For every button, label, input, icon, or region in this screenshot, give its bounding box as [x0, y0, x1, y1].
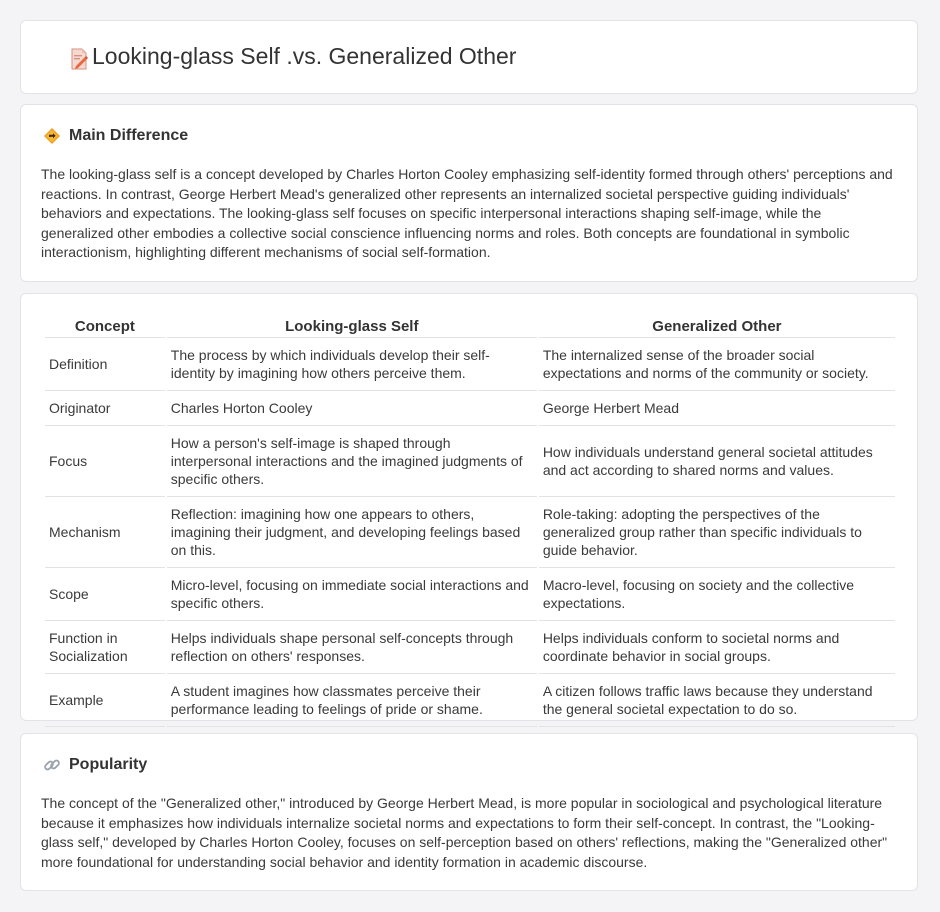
header-generalized-other: Generalized Other: [539, 314, 895, 338]
table-row: [45, 426, 895, 497]
popularity-heading: Popularity: [69, 756, 148, 773]
generalized-other-cell: How individuals understand general societal attitudes and act according to shared norms and values.: [539, 426, 895, 497]
comparison-table: [43, 314, 897, 727]
table-row: [45, 497, 895, 568]
looking-glass-cell: A student imagines how classmates perceive their performance leading to feelings of pride or shame.: [167, 674, 537, 727]
table-row: [45, 338, 895, 391]
generalized-other-cell: Role-taking: adopting the perspectives of the generalized group rather than specific individuals to guide behavior.: [539, 497, 895, 568]
row-label: Mechanism: [45, 497, 165, 568]
table-row: [45, 568, 895, 621]
looking-glass-cell: Micro-level, focusing on immediate social interactions and specific others.: [167, 568, 537, 621]
link-icon: [43, 756, 61, 774]
looking-glass-cell: Helps individuals shape personal self-concepts through reflection on others' responses.: [167, 621, 537, 674]
table-row: [45, 391, 895, 426]
looking-glass-cell: How a person's self-image is shaped through interpersonal interactions and the imagined judgments of specific others.: [167, 426, 537, 497]
popularity-card: [20, 733, 918, 891]
document-pencil-icon: [67, 47, 91, 71]
main-difference-card: [20, 104, 918, 282]
header-looking-glass-self: Looking-glass Self: [167, 314, 537, 338]
generalized-other-cell: George Herbert Mead: [539, 391, 895, 426]
generalized-other-cell: The internalized sense of the broader social expectations and norms of the community or society.: [539, 338, 895, 391]
table-row: [45, 621, 895, 674]
table-header-row: [45, 314, 895, 338]
title-card: [20, 20, 918, 94]
page-title: Looking-glass Self .vs. Generalized Other: [92, 43, 517, 69]
looking-glass-cell: Charles Horton Cooley: [167, 391, 537, 426]
generalized-other-cell: Helps individuals conform to societal norms and coordinate behavior in social groups.: [539, 621, 895, 674]
looking-glass-cell: The process by which individuals develop their self-identity by imagining how others perceive them.: [167, 338, 537, 391]
generalized-other-cell: Macro-level, focusing on society and the collective expectations.: [539, 568, 895, 621]
popularity-text: The concept of the "Generalized other," introduced by George Herbert Mead, is more popular in sociological and psychological literature because it emphasizes how individuals internalize societal norms and expectations to form their self-concept. In contrast, the "Looking-glass self," developed by Charles Horton Cooley, focuses on self-perception based on others' reflections, making the "Generalized other" more foundational for understanding social behavior and identity formation in academic discourse.: [41, 795, 888, 870]
generalized-other-cell: A citizen follows traffic laws because they understand the general societal expectation to do so.: [539, 674, 895, 727]
row-label: Function in Socialization: [45, 621, 165, 674]
main-difference-text: The looking-glass self is a concept developed by Charles Horton Cooley emphasizing self-identity formed through others' perceptions and reactions. In contrast, George Herbert Mead's generalized other represents an internalized societal perspective guiding individuals' behaviors and expectations. The looking-glass self focuses on specific interpersonal interactions shaping self-image, while the generalized other embodies a collective social conscience influencing norms and roles. Both concepts are foundational in symbolic interactionism, highlighting different mechanisms of social self-formation.: [41, 166, 893, 261]
looking-glass-cell: Reflection: imagining how one appears to others, imagining their judgment, and developing feelings based on this.: [167, 497, 537, 568]
row-label: Focus: [45, 426, 165, 497]
row-label: Definition: [45, 338, 165, 391]
row-label: Originator: [45, 391, 165, 426]
row-label: Example: [45, 674, 165, 727]
comparison-card: [20, 293, 918, 721]
diamond-direction-icon: [43, 127, 61, 145]
main-difference-heading: Main Difference: [69, 127, 189, 144]
row-label: Scope: [45, 568, 165, 621]
header-concept: Concept: [45, 314, 165, 338]
table-row: [45, 674, 895, 727]
